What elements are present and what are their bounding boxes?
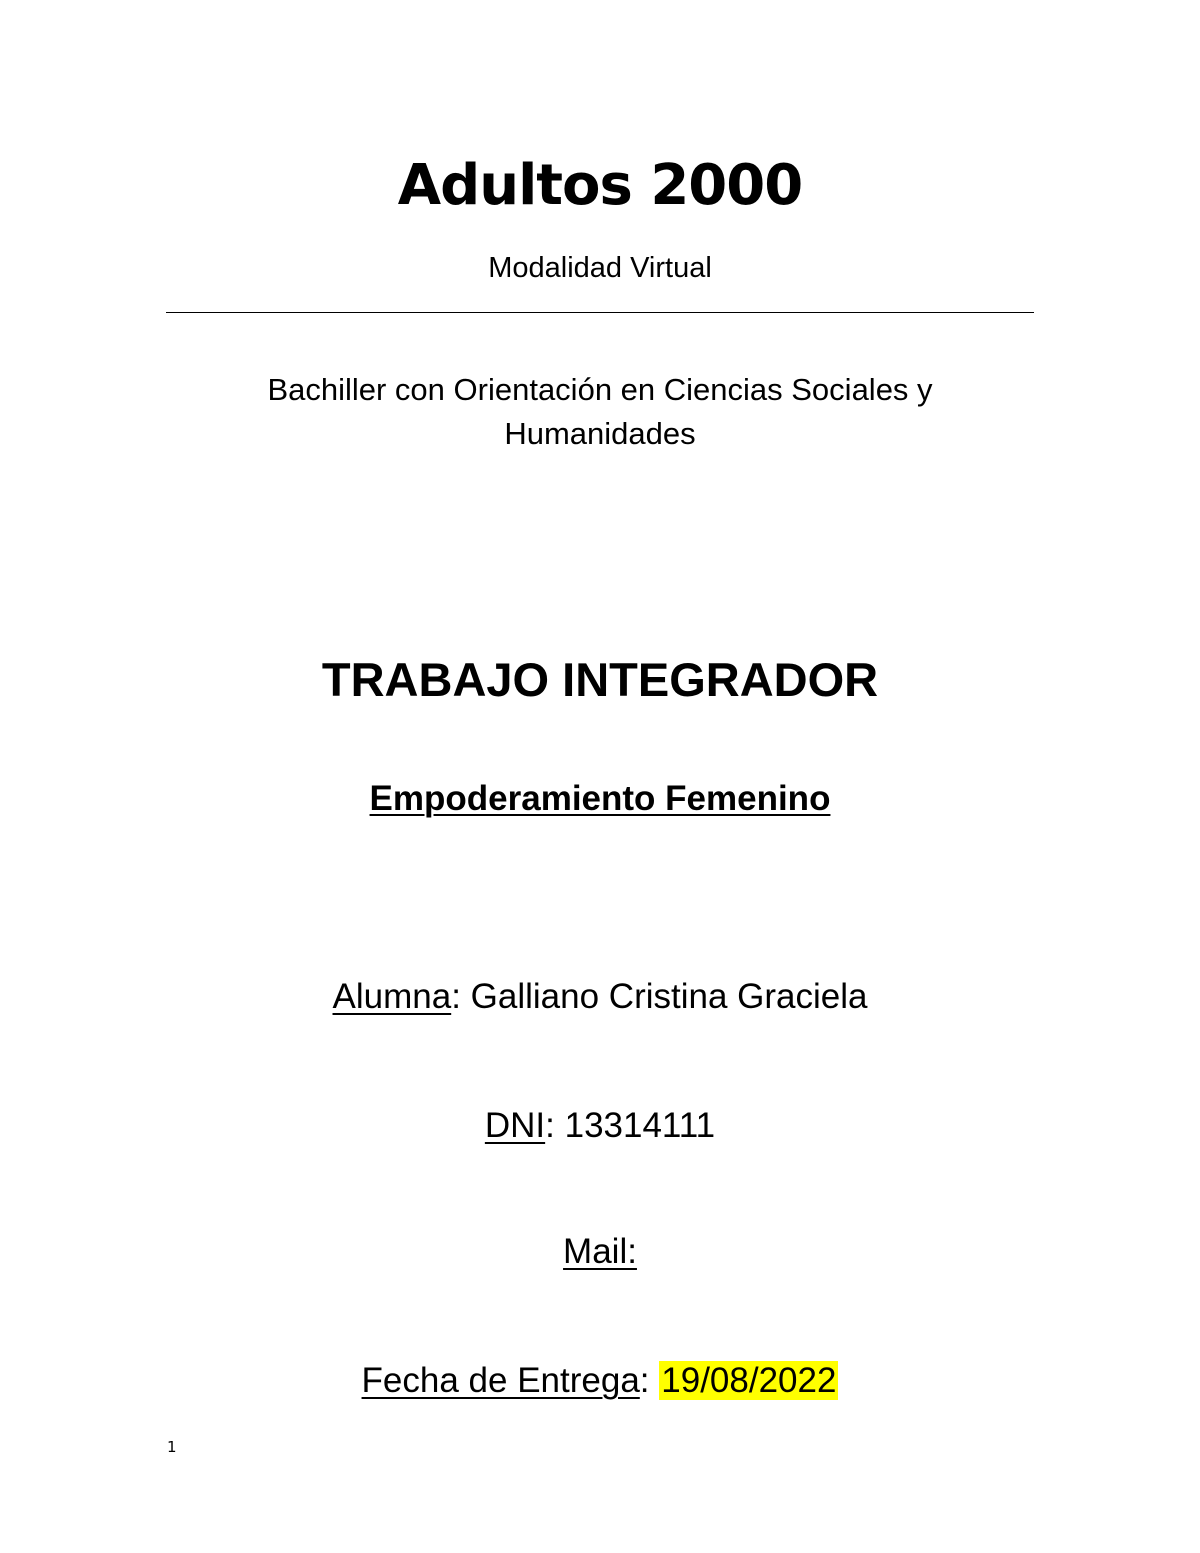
mail-field (0, 1229, 1200, 1275)
dni-separator: : (545, 1106, 555, 1145)
work-topic (0, 777, 1200, 821)
student-name: Galliano Cristina Graciela (470, 977, 868, 1016)
dni-field (0, 1103, 1200, 1149)
delivery-date-separator: : (639, 1361, 650, 1400)
delivery-date-value: 19/08/2022 (661, 1361, 837, 1400)
program-name (0, 368, 1200, 456)
document-title: Adultos 2000 (397, 153, 803, 218)
dni-label: DNI (484, 1106, 546, 1145)
work-topic-text: Empoderamiento Femenino (369, 779, 831, 818)
work-title: TRABAJO INTEGRADOR (321, 653, 879, 706)
student-separator: : (451, 977, 461, 1016)
mail-label: Mail: (563, 1232, 637, 1271)
student-label: Alumna (332, 977, 452, 1016)
program-line-1: Bachiller con Orientación en Ciencias Sociales y (267, 372, 933, 407)
horizontal-divider (166, 312, 1034, 313)
program-line-2: Humanidades (504, 416, 696, 451)
student-field (0, 974, 1200, 1020)
delivery-date-label: Fecha de Entrega (361, 1361, 640, 1400)
page-number: 1 (167, 1438, 177, 1456)
dni-value: 13314111 (564, 1106, 716, 1145)
delivery-date-field (0, 1358, 1200, 1404)
modality-subtitle: Modalidad Virtual (488, 252, 712, 284)
